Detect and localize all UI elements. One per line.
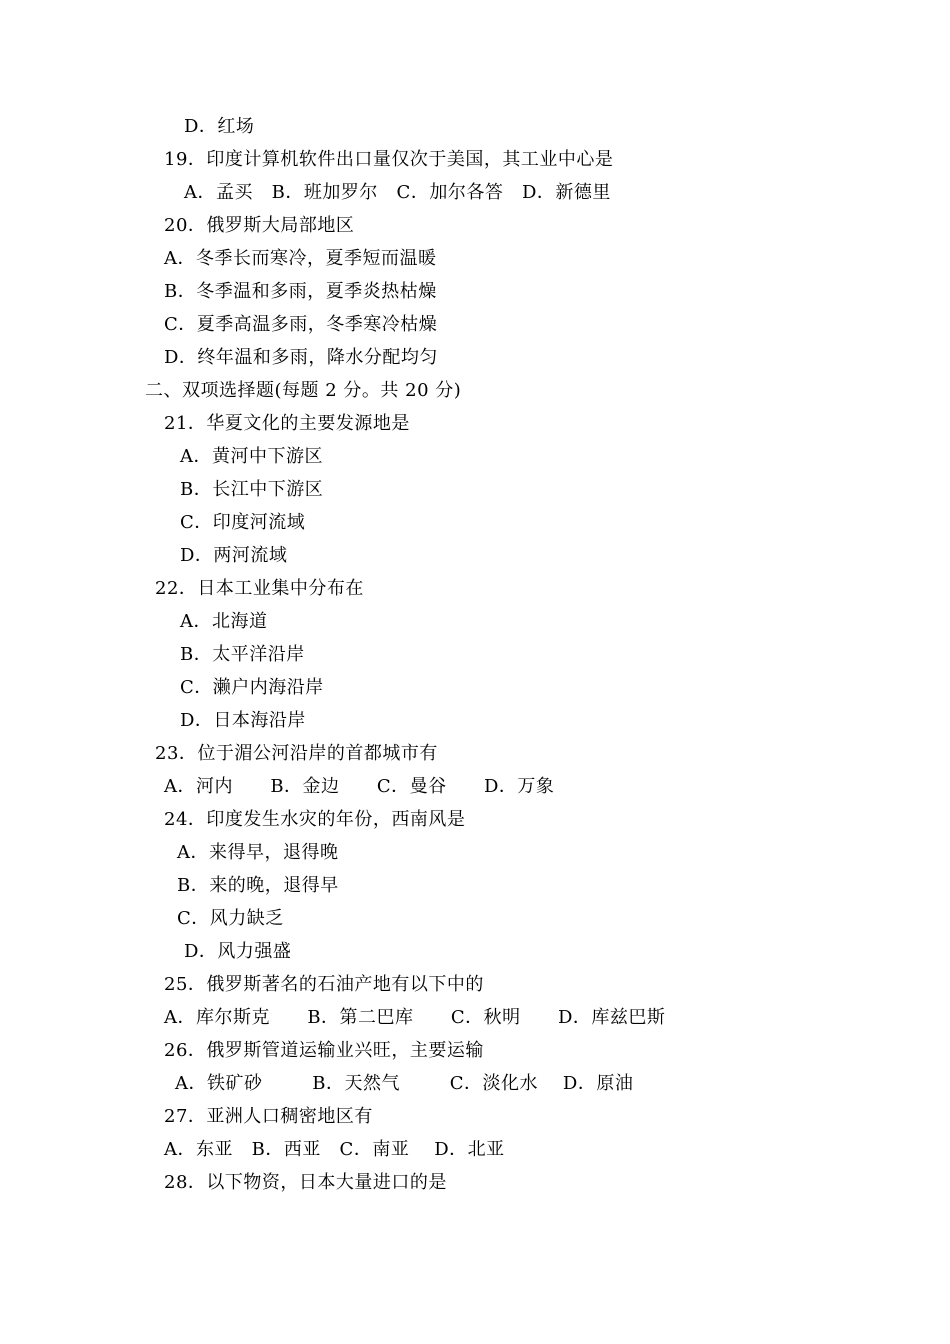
option-22-a: A．北海道 (180, 611, 268, 632)
question-21: 21．华夏文化的主要发源地是 (164, 413, 410, 434)
option-22-d: D．日本海沿岸 (180, 710, 306, 731)
question-25: 25．俄罗斯著名的石油产地有以下中的 (164, 974, 484, 995)
options-26: A．铁矿砂 B．天然气 C．淡化水 D．原油 (175, 1073, 634, 1094)
options-27: A．东亚 B．西亚 C．南亚 D．北亚 (164, 1139, 505, 1160)
question-19: 19．印度计算机软件出口量仅次于美国，其工业中心是 (164, 149, 614, 170)
question-27: 27．亚洲人口稠密地区有 (164, 1106, 373, 1127)
question-23: 23．位于湄公河沿岸的首都城市有 (155, 743, 438, 764)
option-20-c: C．夏季高温多雨，冬季寒冷枯燥 (164, 314, 438, 335)
option-21-d: D．两河流域 (180, 545, 288, 566)
question-20: 20．俄罗斯大局部地区 (164, 215, 355, 236)
section-heading: 二、双项选择题(每题 2 分。共 20 分) (145, 380, 462, 401)
option-24-c: C．风力缺乏 (177, 908, 284, 929)
option-22-b: B．太平洋沿岸 (180, 644, 305, 665)
option-20-b: B．冬季温和多雨，夏季炎热枯燥 (164, 281, 437, 302)
options-23: A．河内 B．金边 C．曼谷 D．万象 (164, 776, 555, 797)
options-25: A．库尔斯克 B．第二巴库 C．秋明 D．库兹巴斯 (164, 1007, 666, 1028)
question-24: 24．印度发生水灾的年份，西南风是 (164, 809, 466, 830)
question-26: 26．俄罗斯管道运输业兴旺，主要运输 (164, 1040, 484, 1061)
option-24-b: B．来的晚，退得早 (177, 875, 339, 896)
option-21-b: B．长江中下游区 (180, 479, 324, 500)
question-28: 28．以下物资，日本大量进口的是 (164, 1172, 447, 1193)
option-20-d: D．终年温和多雨，降水分配均匀 (164, 347, 438, 368)
option-18-d: D．红场 (184, 116, 255, 137)
option-21-a: A．黄河中下游区 (180, 446, 323, 467)
option-21-c: C．印度河流域 (180, 512, 306, 533)
option-20-a: A．冬季长而寒冷，夏季短而温暖 (164, 248, 437, 269)
option-24-d: D．风力强盛 (184, 941, 292, 962)
question-22: 22．日本工业集中分布在 (155, 578, 364, 599)
option-22-c: C．濑户内海沿岸 (180, 677, 324, 698)
option-24-a: A．来得早，退得晚 (177, 842, 339, 863)
options-19: A．孟买 B．班加罗尔 C．加尔各答 D．新德里 (184, 182, 611, 203)
